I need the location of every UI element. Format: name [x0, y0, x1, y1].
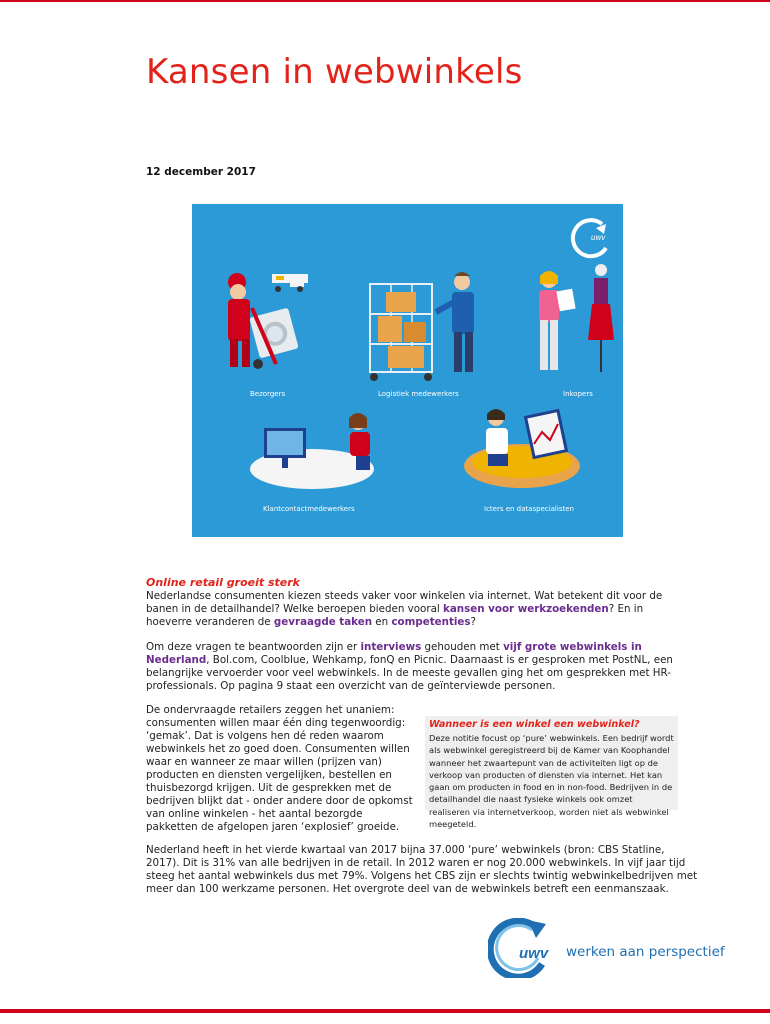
info-box	[425, 716, 678, 830]
hero-illustration	[192, 204, 623, 537]
intro-text-3: en	[372, 616, 392, 628]
intro-text-4: ?	[470, 616, 476, 628]
info-box-title: Wanneer is een winkel een webwinkel?	[429, 719, 640, 730]
highlight-competenties: competenties	[391, 616, 471, 628]
label-klantcontact: Klantcontactmedewerkers	[263, 505, 355, 513]
label-inkopers: Inkopers	[563, 390, 593, 398]
method-text-2: gehouden met	[421, 641, 504, 653]
convenience-paragraph: De ondervraagde retailers zeggen het unaniem: consumenten willen maar één ding tegenwoordig: ‘gemak’. Dat is volgens hen dé reden waarom webwinkels het zo goed doen. Consumenten willen waar en wanneer ze maar willen (prijzen van) producten en diensten vergelijken, bestellen en thuisbezorgd krijgen. Uit de gesprekken met de bedrijven blijkt dat - onder andere door de opkomst van online winkelen - het aantal bezorgde pakketten de afgelopen jaren ‘explosief’ groeide.	[146, 704, 413, 833]
label-logistiek: Logistiek medewerkers	[378, 390, 459, 398]
section-heading: Online retail groeit sterk	[146, 576, 300, 589]
intro-text-2: ? En in hoeverre veranderen de	[146, 603, 644, 628]
info-box-body: Deze notitie focust op ‘pure’ webwinkels. Een bedrijf wordt als webwinkel geregistreerd bij de Kamer van Koophandel wanneer het zwaartepunt van de activiteiten ligt op de verkoop van producten of diensten via internet. Het kan gaan om producten in food en in non-food. Bedrijven in de detailhandel die naast fysieke winkels ook omzet realiseren via internetverkoop, worden niet als webwinkel meegeteld.	[429, 733, 674, 830]
highlight-interviews: interviews	[360, 641, 422, 653]
intro-paragraph	[146, 590, 676, 629]
courier-figure-icon	[228, 273, 308, 369]
statistics-paragraph: Nederland heeft in het vierde kwartaal van 2017 bijna 37.000 ‘pure’ webwinkels (bron: CBS Statline, 2017). Dit is 31% van alle bedrijven in de retail. In 2012 waren er nog 20.000 webwinkels. In vijf jaar tijd steeg het aantal webwinkels dus met 79%. Volgens het CBS zijn er slechts twintig webwinkelbedrijven met meer dan 100 werkzame personen. Het overgrote deel van de webwinkels betreft een eenmanszaak.	[146, 844, 698, 895]
hero-logo-text: uwv	[591, 233, 606, 242]
label-icters: Icters en dataspecialisten	[484, 505, 574, 513]
bottom-rule	[0, 1009, 770, 1013]
method-paragraph	[146, 641, 676, 693]
hero-artwork	[192, 204, 623, 537]
method-text-1: Om deze vragen te beantwoorden zijn er	[146, 641, 361, 653]
footer-tagline: werken aan perspectief	[566, 944, 725, 960]
page-title: Kansen in webwinkels	[146, 52, 523, 92]
publication-date: 12 december 2017	[146, 166, 256, 178]
method-text-3: , Bol.com, Coolblue, Wehkamp, fonQ en Picnic. Daarnaast is er gesproken met PostNL, een belangrijke vervoerder voor veel webwinkels. In de meeste gevallen ging het om gesprekken met HR-professionals. Op pagina 9 staat een overzicht van de geïnterviewde personen.	[146, 654, 673, 692]
highlight-kansen: kansen voor werkzoekenden	[443, 603, 609, 615]
highlight-taken: gevraagde taken	[273, 616, 373, 628]
ict-specialist-figure-icon	[464, 409, 580, 488]
label-bezorgers: Bezorgers	[250, 390, 286, 398]
top-rule	[0, 0, 770, 2]
footer-logo-text: uwv	[519, 945, 549, 962]
intro-text-1: Nederlandse consumenten kiezen steeds vaker voor winkelen via internet. Wat betekent dit voor de banen in de detailhandel? Welke beroepen bieden vooral	[146, 590, 663, 615]
buyer-figure-icon	[539, 264, 614, 372]
logistics-figure-icon	[370, 272, 474, 381]
highlight-webwinkels: vijf grote webwinkels in Nederland	[146, 641, 642, 666]
customer-contact-figure-icon	[250, 413, 374, 489]
